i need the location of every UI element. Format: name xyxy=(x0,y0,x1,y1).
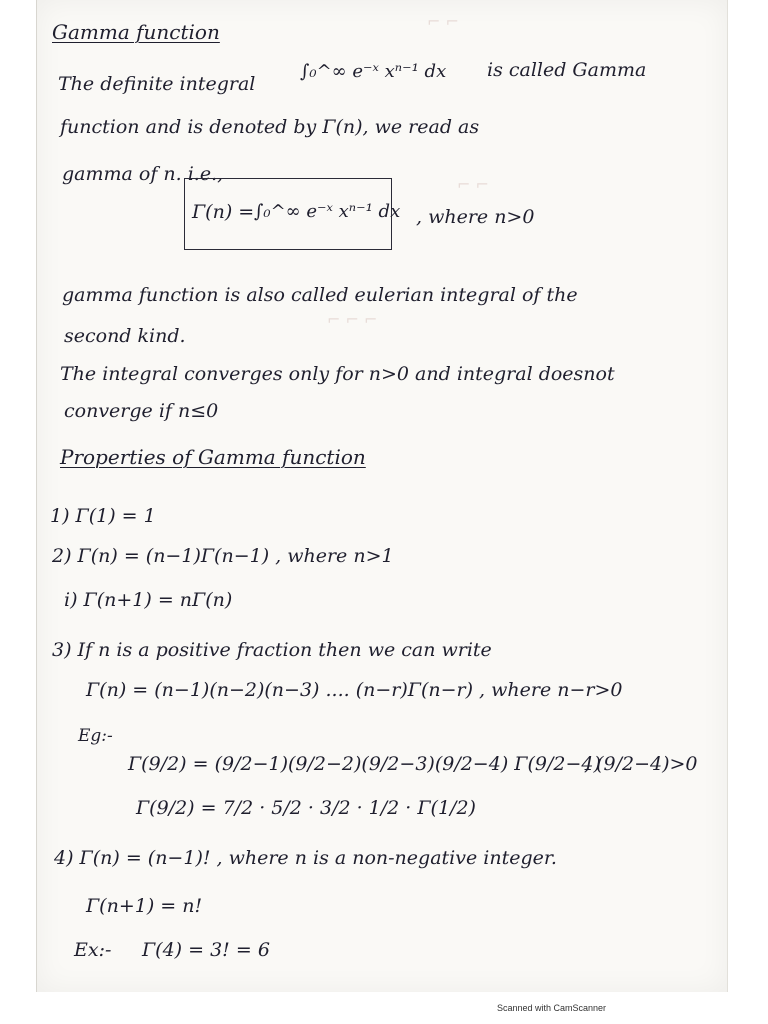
property-3-formula: Γ(n) = (n−1)(n−2)(n−3) .... (n−r)Γ(n−r) , where n−r>0 xyxy=(86,679,623,701)
boxed-integral: ∫₀^∞ e⁻ˣ xⁿ⁻¹ dx xyxy=(254,201,401,222)
definition-line1-end: is called Gamma xyxy=(487,59,647,81)
property-4: 4) Γ(n) = (n−1)! , where n is a non-negative integer. xyxy=(54,847,557,869)
euler-line2: second kind. xyxy=(64,325,186,347)
property-3-example: Γ(9/2) = (9/2−1)(9/2−2)(9/2−3)(9/2−4) Γ(9/2−4) xyxy=(128,753,601,775)
scanner-watermark: Scanned with CamScanner xyxy=(497,1003,607,1013)
bleed-through-mark: ⌐ ⌐ xyxy=(457,175,489,194)
properties-title: Properties of Gamma function xyxy=(60,445,366,469)
bleed-through-mark: ⌐ ⌐ ⌐ xyxy=(327,310,378,329)
euler-line1: gamma function is also called eulerian integral of the xyxy=(62,284,578,306)
definition-condition: , where n>0 xyxy=(416,206,535,228)
property-2-i: i) Γ(n+1) = nΓ(n) xyxy=(64,589,233,611)
property-3-example-2: Γ(9/2) = 7/2 · 5/2 · 3/2 · 1/2 · Γ(1/2) xyxy=(136,797,476,819)
boxed-lhs: Γ(n) = xyxy=(192,201,255,223)
property-3-example-condition: , (9/2−4)>0 xyxy=(584,753,698,775)
bleed-through-mark: ⌐ ⌐ xyxy=(427,12,459,31)
property-1: 1) Γ(1) = 1 xyxy=(50,505,156,527)
definition-integral: ∫₀^∞ e⁻ˣ xⁿ⁻¹ dx xyxy=(300,61,447,82)
note-sheet xyxy=(36,0,728,992)
property-3: 3) If n is a positive fraction then we can write xyxy=(52,639,492,661)
property-3-example-label: Eg:- xyxy=(78,726,113,746)
page-title: Gamma function xyxy=(52,20,220,44)
convergence-line2: converge if n≤0 xyxy=(64,400,219,422)
property-4-example-label: Ex:- xyxy=(74,939,112,961)
property-4-example: Γ(4) = 3! = 6 xyxy=(142,939,270,961)
definition-line3: gamma of n. i.e., xyxy=(62,163,224,185)
property-4-b: Γ(n+1) = n! xyxy=(86,895,203,917)
convergence-line1: The integral converges only for n>0 and integral doesnot xyxy=(60,363,615,385)
property-2: 2) Γ(n) = (n−1)Γ(n−1) , where n>1 xyxy=(52,545,394,567)
definition-line2: function and is denoted by Γ(n), we read as xyxy=(60,116,480,138)
definition-line1-text: The definite integral xyxy=(58,73,256,95)
